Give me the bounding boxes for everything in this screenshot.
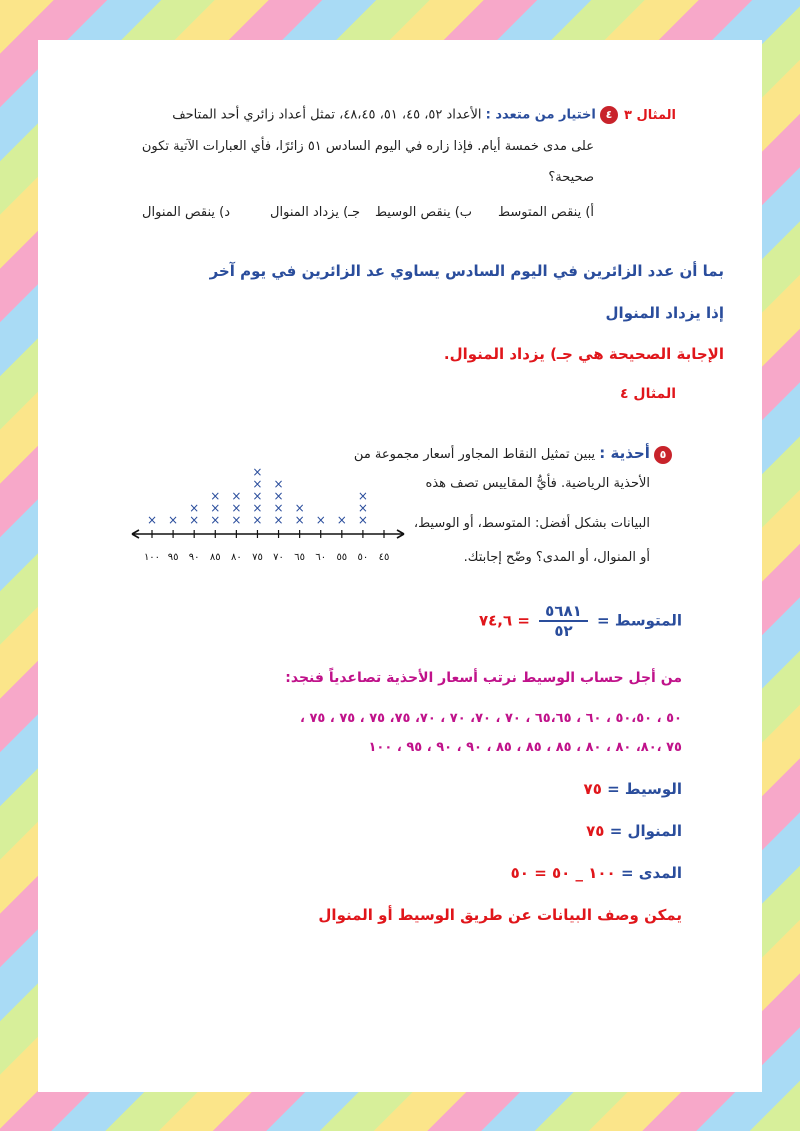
mode-value: ٧٥ [586,822,605,840]
conclusion: يمكن وصف البيانات عن طريق الوسيط أو المنوال [318,906,682,924]
tick-label: ٥٠ [357,552,369,563]
data-point-x-mark: × [336,513,347,527]
question-heading: أحذية : [599,444,650,462]
data-point-x-mark: × [210,513,221,527]
mean-label: المتوسط = [597,611,682,630]
data-point-x-mark: × [252,513,263,527]
range-label: المدى = [620,864,682,882]
question-number-badge: ٥ [654,446,672,464]
tick-label: ٨٥ [209,552,221,563]
data-point-x-mark: × [231,501,242,515]
mean-fraction [539,602,588,640]
data-point-x-mark: × [146,513,158,527]
mode-line [586,822,682,840]
tick-label: ٩٥ [167,552,179,563]
page [38,40,762,1092]
example4-question-line4: أو المنوال، أو المدى؟ وضّح إجابتك. [463,550,650,565]
data-point-x-mark: × [273,489,284,503]
example3-question-line3: صحيحة؟ [548,170,594,185]
tick-label: ١٠٠ [143,552,161,563]
data-point-x-mark: × [273,501,284,515]
data-point-x-mark: × [357,501,368,515]
median-label: الوسيط = [607,780,682,798]
question-text: يبين تمثيل النقاط المجاور أسعار مجموعة من [353,447,596,462]
dot-plot-chart [130,452,406,570]
data-point-x-mark: × [231,513,242,527]
range-value: ١٠٠ _ ٥٠ = ٥٠ [510,864,616,882]
example3-question-line2: على مدى خمسة أيام. فإذا زاره في اليوم السادس ٥١ زائرًا، فأي العبارات الآتية تكون [141,139,594,154]
question-heading: اختيار من متعدد : [485,107,596,123]
mode-label: المنوال = [609,822,682,840]
median-intro: من أجل حساب الوسيط نرتب أسعار الأحذية تصاعدياً فنجد: [285,670,682,686]
data-point-x-mark: × [252,489,263,503]
example3-option-d: د) ينقص المنوال [142,205,230,220]
example3-option-c: جـ) يزداد المنوال [270,205,360,220]
data-point-x-mark: × [210,501,221,515]
data-point-x-mark: × [189,513,200,527]
data-point-x-mark: × [189,501,200,515]
range-line [511,864,682,882]
example3-question-line1 [172,106,618,124]
tick-label: ٨٠ [230,552,242,563]
data-point-x-mark: × [294,513,305,527]
example3-label: المثال ٣ [624,108,676,123]
data-point-x-mark: × [273,477,284,491]
example4-label: المثال ٤ [620,386,676,402]
sorted-values-line2: ٧٥ ،٨٠، ٨٠ ، ٨٠ ، ٨٥ ، ٨٥ ، ٨٥ ، ٩٠ ، ٩٠ ، ٩٥ ، ١٠٠ [368,740,682,755]
example3-option-a: أ) ينقص المتوسط [498,205,594,220]
data-point-x-mark: × [357,489,368,503]
example4-question-line2: الأحذية الرياضية. فأيُّ المقاييس تصف هذه [425,476,650,491]
tick-label: ٧٠ [273,552,284,563]
solution3-line2: إذا يزداد المنوال [605,304,724,322]
tick-label: ٤٥ [378,552,390,563]
tick-label: ٦٥ [294,552,306,563]
example4-question-line3: البيانات بشكل أفضل: المتوسط، أو الوسيط، [413,516,650,531]
median-line [584,780,682,798]
solution3-answer: الإجابة الصحيحة هي جـ) يزداد المنوال. [443,345,724,363]
data-point-x-mark: × [252,465,263,479]
median-value: ٧٥ [583,780,602,798]
example3-option-b: ب) ينقص الوسيط [374,205,472,220]
mean-numerator: ٥٦٨١ [539,602,588,622]
data-point-x-mark: × [252,477,263,491]
data-point-x-mark: × [210,489,221,503]
data-point-x-mark: × [252,501,263,515]
data-point-x-mark: × [357,513,368,527]
data-point-x-mark: × [315,513,326,527]
data-point-x-mark: × [168,513,179,527]
tick-label: ٧٥ [252,552,263,563]
sorted-values-line1: ٥٠ ، ٥٠،٥٠ ، ٦٠ ، ٦٥،٦٥ ، ٧٠ ، ٧٠، ٧٠ ، ٧٠، ٧٥، ٧٥ ، ٧٥ ، ٧٥ ، [300,711,682,726]
mean-line [479,602,682,640]
tick-label: ٥٥ [336,552,348,563]
data-point-x-mark: × [231,489,242,503]
tick-label: ٦٠ [315,552,327,563]
data-point-x-mark: × [294,501,305,515]
question-number-badge: ٤ [600,106,618,124]
data-point-x-mark: × [273,513,284,527]
mean-denominator: ٥٢ [554,622,573,640]
mean-result: = ٧٤,٦ [478,611,530,630]
tick-label: ٩٠ [188,552,200,563]
question-text: الأعداد ٥٢، ٤٥، ٥١، ٤٨،٤٥، تمثل أعداد زائري أحد المتاحف [172,107,482,123]
solution3-line1: بما أن عدد الزائرين في اليوم السادس يساوي عد الزائرين في يوم آخر [209,262,724,280]
